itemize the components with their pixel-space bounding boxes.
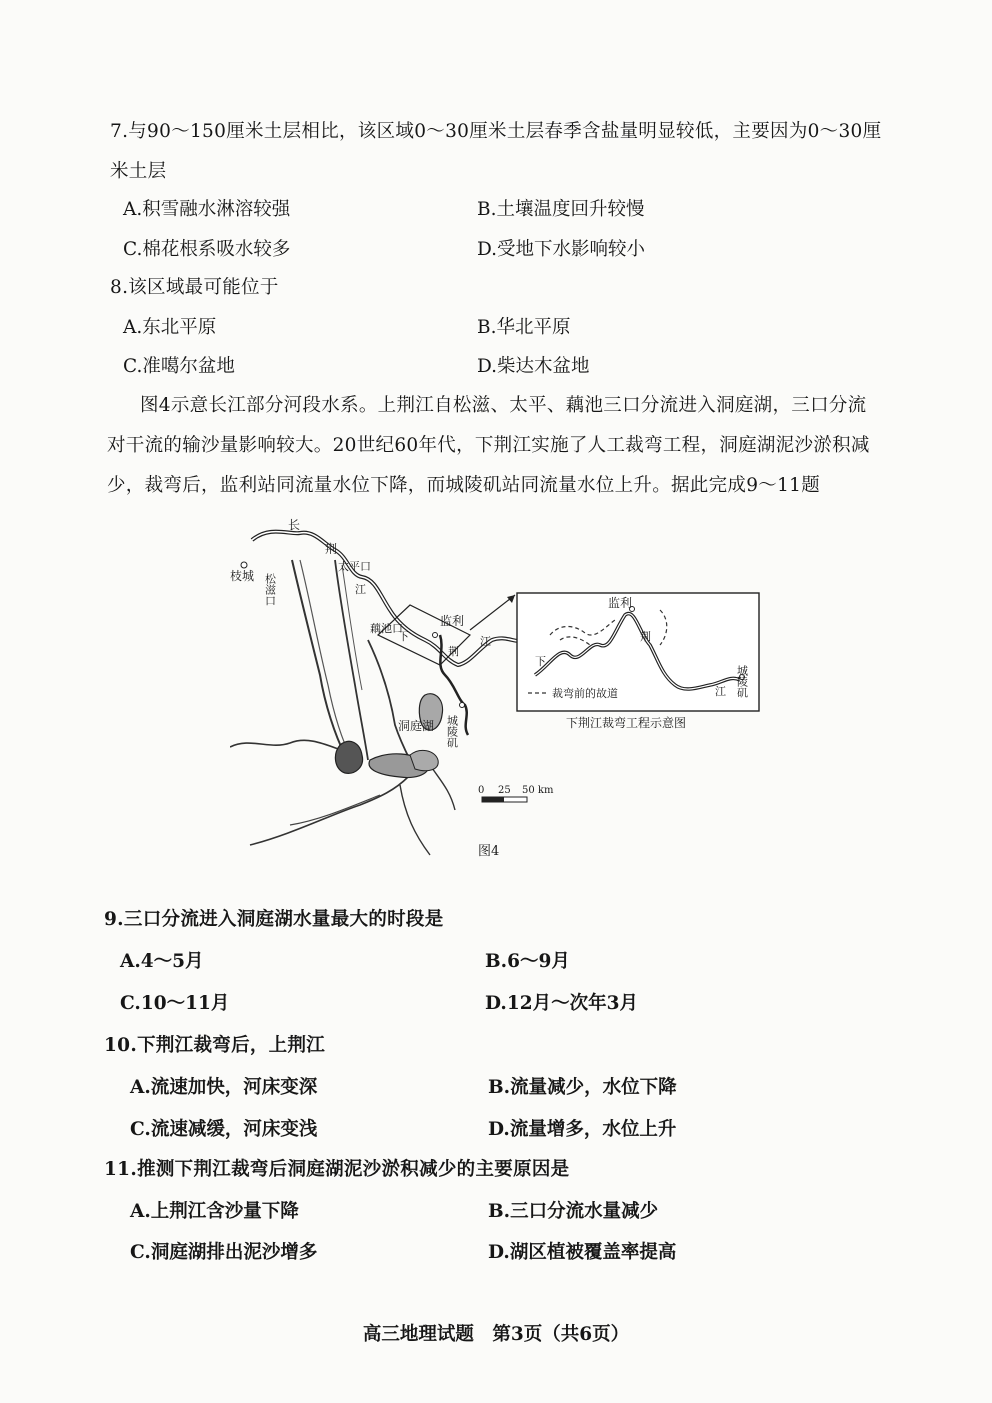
inset-label-jianli: 监利 — [608, 596, 633, 610]
q7-option-c: C.棉花根系吸水较多 — [123, 239, 291, 260]
southern-tributary — [400, 785, 430, 855]
jianli-marker — [433, 633, 438, 638]
passage-line1: 图4示意长江部分河段水系。上荆江自松滋、太平、藕池三口分流进入洞庭湖，三口分流 — [140, 395, 867, 416]
figure-caption: 图4 — [478, 844, 500, 859]
label-dongtinghu: 洞庭湖 — [398, 719, 435, 733]
scale-end: 50 km — [522, 785, 554, 796]
label-ouchikou: 藕池口 — [370, 622, 403, 635]
scale-zero: 0 — [478, 785, 485, 796]
q9-stem: 9.三口分流进入洞庭湖水量最大的时段是 — [104, 909, 444, 930]
label-chenglingji: 城陵矶 — [445, 715, 459, 748]
scale-bar — [478, 785, 554, 802]
inset-label-xia: 下 — [535, 655, 546, 668]
q11-option-d: D.湖区植被覆盖率提高 — [488, 1242, 677, 1263]
inset-legend-label: 裁弯前的故道 — [552, 687, 618, 700]
q10-option-b: B.流量减少，水位下降 — [488, 1077, 677, 1098]
q10-stem: 10.下荆江裁弯后，上荆江 — [104, 1035, 326, 1056]
inset-title: 下荆江裁弯工程示意图 — [566, 716, 687, 730]
q8-option-c: C.准噶尔盆地 — [123, 356, 235, 377]
q7-option-b: B.土壤温度回升较慢 — [477, 199, 645, 220]
label-jing-1: 荆 — [325, 542, 338, 556]
label-chang: 长 — [288, 518, 301, 532]
q7-stem-line2: 米土层 — [110, 161, 167, 182]
q7-stem-line1: 7.与90～150厘米土层相比，该区域0～30厘米土层春季含盐量明显较低，主要因为0～30厘 — [110, 121, 882, 142]
western-tributary-2 — [250, 777, 408, 845]
scale-mid: 25 — [498, 785, 511, 796]
q8-stem: 8.该区域最可能位于 — [110, 277, 279, 298]
songzi-distributary — [292, 560, 345, 755]
q9-option-d: D.12月～次年3月 — [485, 993, 638, 1014]
q8-option-a: A.东北平原 — [123, 317, 217, 338]
chenglingji-marker — [460, 703, 465, 708]
passage-line2: 对干流的输沙量影响较大。20世纪60年代，下荆江实施了人工裁弯工程，洞庭湖泥沙淤积减 — [107, 435, 870, 456]
inset-pointer-arrow — [470, 595, 515, 630]
q9-option-a: A.4～5月 — [120, 951, 204, 972]
q8-option-b: B.华北平原 — [477, 317, 571, 338]
q10-option-c: C.流速减缓，河床变浅 — [130, 1119, 318, 1140]
label-taipingkou: 太平口 — [338, 560, 371, 573]
q8-option-d: D.柴达木盆地 — [477, 356, 590, 377]
river-system-map — [230, 515, 790, 860]
q10-option-d: D.流量增多，水位上升 — [488, 1119, 677, 1140]
ouchi-distributary — [368, 640, 410, 760]
inset-map — [517, 593, 759, 730]
inset-label-jiang: 江 — [715, 685, 726, 698]
inset-label-jing: 荆 — [640, 630, 651, 643]
label-jianli: 监利 — [440, 614, 465, 628]
q9-option-c: C.10～11月 — [120, 993, 230, 1014]
label-songzikou: 松滋口 — [263, 573, 277, 606]
xiang-river — [430, 765, 455, 810]
label-zhicheng: 枝城 — [230, 569, 255, 583]
inset-label-chenglingji: 城陵矶 — [735, 665, 749, 698]
q9-option-b: B.6～9月 — [485, 951, 570, 972]
label-jiang-2: 江 — [480, 635, 491, 648]
q7-option-a: A.积雪融水淋溶较强 — [123, 199, 291, 220]
q11-option-a: A.上荆江含沙量下降 — [130, 1201, 299, 1222]
dongting-lake-west — [335, 741, 362, 773]
western-tributary-1 — [230, 740, 350, 753]
q11-option-b: B.三口分流水量减少 — [488, 1201, 659, 1222]
label-xia: 下 — [398, 630, 409, 643]
zhicheng-marker — [241, 562, 247, 568]
q11-stem: 11.推测下荆江裁弯后洞庭湖泥沙淤积减少的主要原因是 — [104, 1159, 570, 1180]
passage-line3: 少，裁弯后，监利站同流量水位下降，而城陵矶站同流量水位上升。据此完成9～11题 — [107, 475, 821, 496]
page-footer: 高三地理试题 第3页（共6页） — [362, 1324, 630, 1345]
figure-4-map — [230, 515, 790, 860]
label-jing-2: 荆 — [448, 645, 459, 658]
q10-option-a: A.流速加快，河床变深 — [130, 1077, 318, 1098]
q11-option-c: C.洞庭湖排出泥沙增多 — [130, 1242, 318, 1263]
q7-option-d: D.受地下水影响较小 — [477, 239, 646, 260]
label-jiang-1: 江 — [355, 583, 366, 596]
